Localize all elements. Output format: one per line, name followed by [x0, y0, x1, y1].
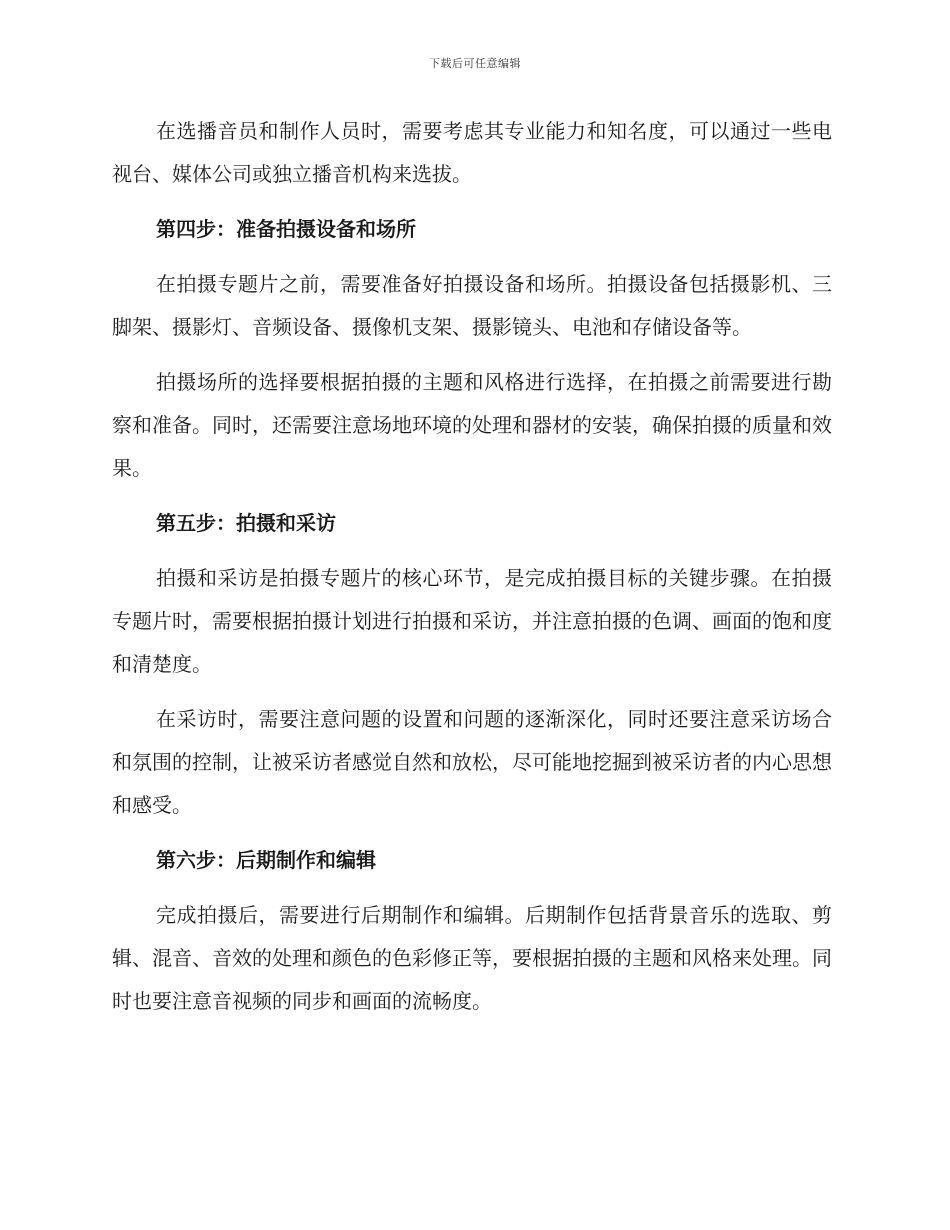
document-body [112, 110, 832, 1035]
heading-step-five: 第五步：拍摄和采访 [156, 511, 336, 535]
heading-step-six: 第六步：后期制作和编辑 [156, 848, 376, 872]
paragraph-post-production: 完成拍摄后，需要进行后期制作和编辑。后期制作包括背景音乐的选取、剪辑、混音、音效的处理和颜色的色彩修正等，要根据拍摄的主题和风格来处理。同时也要注意音视频的同步和画面的流畅度。 [112, 903, 832, 1013]
paragraph-interview: 在采访时，需要注意问题的设置和问题的逐渐深化，同时还要注意采访场合和氛围的控制，让被采访者感觉自然和放松，尽可能地挖掘到被采访者的内心思想和感受。 [112, 707, 832, 817]
heading-step-four: 第四步：准备拍摄设备和场所 [156, 217, 416, 241]
paragraph-location: 拍摄场所的选择要根据拍摄的主题和风格进行选择，在拍摄之前需要进行勘察和准备。同时，还需要注意场地环境的处理和器材的安装，确保拍摄的质量和效果。 [112, 370, 832, 480]
paragraph-filming: 拍摄和采访是拍摄专题片的核心环节，是完成拍摄目标的关键步骤。在拍摄专题片时，需要根据拍摄计划进行拍摄和采访，并注意拍摄的色调、画面的饱和度和清楚度。 [112, 566, 832, 676]
paragraph-equipment: 在拍摄专题片之前，需要准备好拍摄设备和场所。拍摄设备包括摄影机、三脚架、摄影灯、音频设备、摄像机支架、摄影镜头、电池和存储设备等。 [112, 272, 832, 339]
paragraph-announcer-selection: 在选播音员和制作人员时，需要考虑其专业能力和知名度，可以通过一些电视台、媒体公司或独立播音机构来选拔。 [112, 119, 832, 186]
page-header: 下载后可任意编辑 [429, 57, 521, 70]
